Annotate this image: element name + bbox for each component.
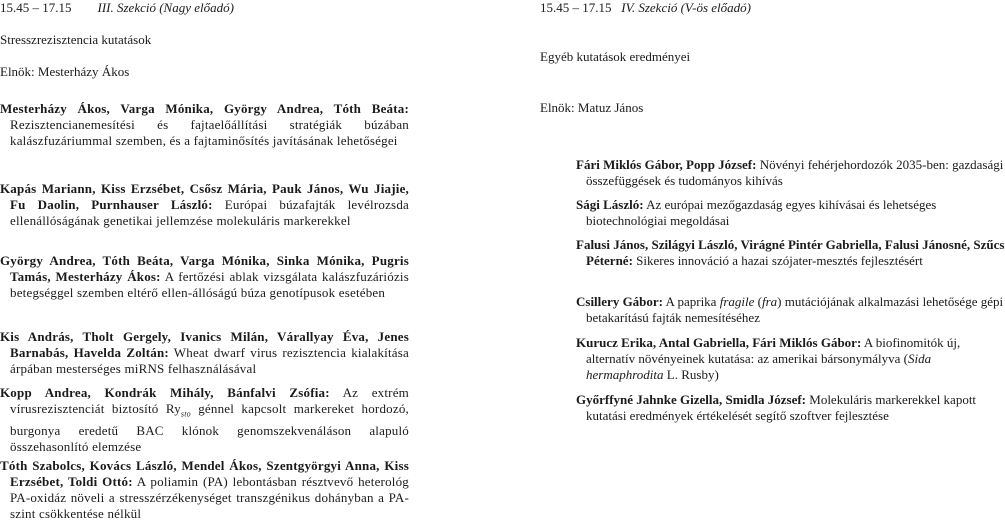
talk-title-cont: ) mutációjának alkalmazási lehetősége gépi betakarítású fajták nemesítéséhez bbox=[586, 294, 1004, 325]
talk-title-cont: ( bbox=[754, 294, 762, 309]
talk-title: A fertőzési ablak vizsgálata kalászfuzáriózis betegséggel szemben eltérő ellen-állóságú búza genotípusok esetében bbox=[10, 269, 409, 300]
italic-term: fra bbox=[761, 294, 778, 309]
talk-authors: Falusi János, Szilágyi László, Virágné Pintér Gabriella, Falusi Jánosné, Szűcs Péterné: bbox=[576, 237, 1005, 268]
talk-title: Európai búzafajták levélrozsda ellenállóságának genetikai jellemzése molekuláris markerekkel bbox=[10, 197, 409, 228]
talk-authors: Sági László: bbox=[576, 197, 644, 212]
talk-entry bbox=[540, 197, 1005, 229]
session-title-left: Stresszrezisztencia kutatások bbox=[0, 32, 152, 47]
talk-title: Növényi fehérjehordozók 2035-ben: gazdasági összefüggések és tudományos kihívás bbox=[586, 157, 1004, 188]
talk-authors: György Andrea, Tóth Beáta, Varga Mónika, Sinka Mónika, Pugris Tamás, Mesterházy Ákos: bbox=[0, 253, 409, 284]
talk-authors: Csillery Gábor: bbox=[576, 294, 664, 309]
talk-authors: Fári Miklós Gábor, Popp József: bbox=[576, 157, 757, 172]
talk-entry bbox=[540, 392, 1005, 424]
session-chair-left: Elnök: Mesterházy Ákos bbox=[0, 64, 130, 79]
italic-term: fragile bbox=[719, 294, 755, 309]
talk-title: Az extrém vírusrezisztenciát biztosító Ry bbox=[10, 385, 409, 416]
talk-entry bbox=[540, 237, 1005, 269]
talk-title: A paprika bbox=[663, 294, 720, 309]
talk-entry bbox=[540, 157, 1005, 189]
talk-entry bbox=[0, 385, 409, 455]
talk-entry bbox=[0, 329, 409, 377]
talk-authors: Kopp Andrea, Kondrák Mihály, Bánfalvi Zsófia: bbox=[0, 385, 330, 400]
talk-title: Rezisztencianemesítési és fajtaelőállítási stratégiák búzában kalászfuzáriummal szemben, és a fajtaminősítés javításának lehetőségei bbox=[10, 117, 409, 148]
talk-entry bbox=[540, 294, 1005, 326]
talk-authors: Tóth Szabolcs, Kovács László, Mendel Ákos, Szentgyörgyi Anna, Kiss Erzsébet, Toldi Ottó: bbox=[0, 458, 409, 489]
time-text: 15.45 – 17.15 bbox=[540, 0, 612, 15]
talk-authors: Kis András, Tholt Gergely, Ivanics Milán, Várallyay Éva, Jenes Barnabás, Havelda Zoltán: bbox=[0, 329, 409, 360]
talk-title: A poliamin (PA) lebontásban résztvevő heterológ PA-oxidáz növeli a stresszérzékenységet transzgénikus dohányban a PA-szint csökkentése nélkül bbox=[10, 474, 409, 521]
italic-term: Sida hermaphrodita bbox=[586, 351, 932, 382]
session-time-right bbox=[540, 0, 959, 16]
session-title-right: Egyéb kutatások eredményei bbox=[540, 49, 691, 64]
section-name: IV. Szekció (V-ös előadó) bbox=[621, 0, 751, 15]
talk-title: Sikeres innováció a hazai szójater-mesztés fejlesztésért bbox=[632, 253, 923, 268]
talk-entry bbox=[0, 181, 409, 229]
talk-title: Az európai mezőgazdaság egyes kihívásai és lehetséges biotechnológiai megoldásai bbox=[586, 197, 937, 228]
session-time-left bbox=[0, 0, 399, 16]
talk-authors: Kurucz Erika, Antal Gabriella, Fári Miklós Gábor: bbox=[576, 335, 862, 350]
talk-title: Molekuláris markerekkel kapott kutatási eredmények értékelését segítő szoftver fejlesztése bbox=[586, 392, 977, 423]
session-chair-right: Elnök: Matuz János bbox=[540, 100, 644, 115]
talk-title-cont: génnel kapcsolt markereket hordozó, burgonya eredetű BAC klónok genomszekvenáláson alapuló összehasonlító elemzése bbox=[10, 401, 409, 454]
talk-title-cont: L. Rusby) bbox=[663, 367, 719, 382]
talk-entry bbox=[0, 253, 409, 301]
talk-entry bbox=[540, 335, 1005, 383]
time-text: 15.45 – 17.15 bbox=[0, 0, 72, 15]
section-name: III. Szekció (Nagy előadó) bbox=[97, 0, 234, 15]
talk-entry bbox=[0, 458, 409, 522]
talk-title: A biofinomitók új, alternatív növényeinek kutatása: az amerikai bársonymályva ( bbox=[586, 335, 961, 366]
talk-entry bbox=[0, 101, 409, 149]
gene-subscript: sto bbox=[180, 409, 191, 419]
talk-title: Wheat dwarf virus rezisztencia kialakítása árpában mesterséges miRNS felhasználásával bbox=[10, 345, 409, 376]
talk-authors: Győrffyné Jahnke Gizella, Smidla József: bbox=[576, 392, 807, 407]
talk-authors: Mesterházy Ákos, Varga Mónika, György Andrea, Tóth Beáta: bbox=[0, 101, 409, 116]
talk-authors: Kapás Mariann, Kiss Erzsébet, Csősz Mária, Pauk János, Wu Jiajie, Fu Daolin, Purnhauser László: bbox=[0, 181, 409, 212]
